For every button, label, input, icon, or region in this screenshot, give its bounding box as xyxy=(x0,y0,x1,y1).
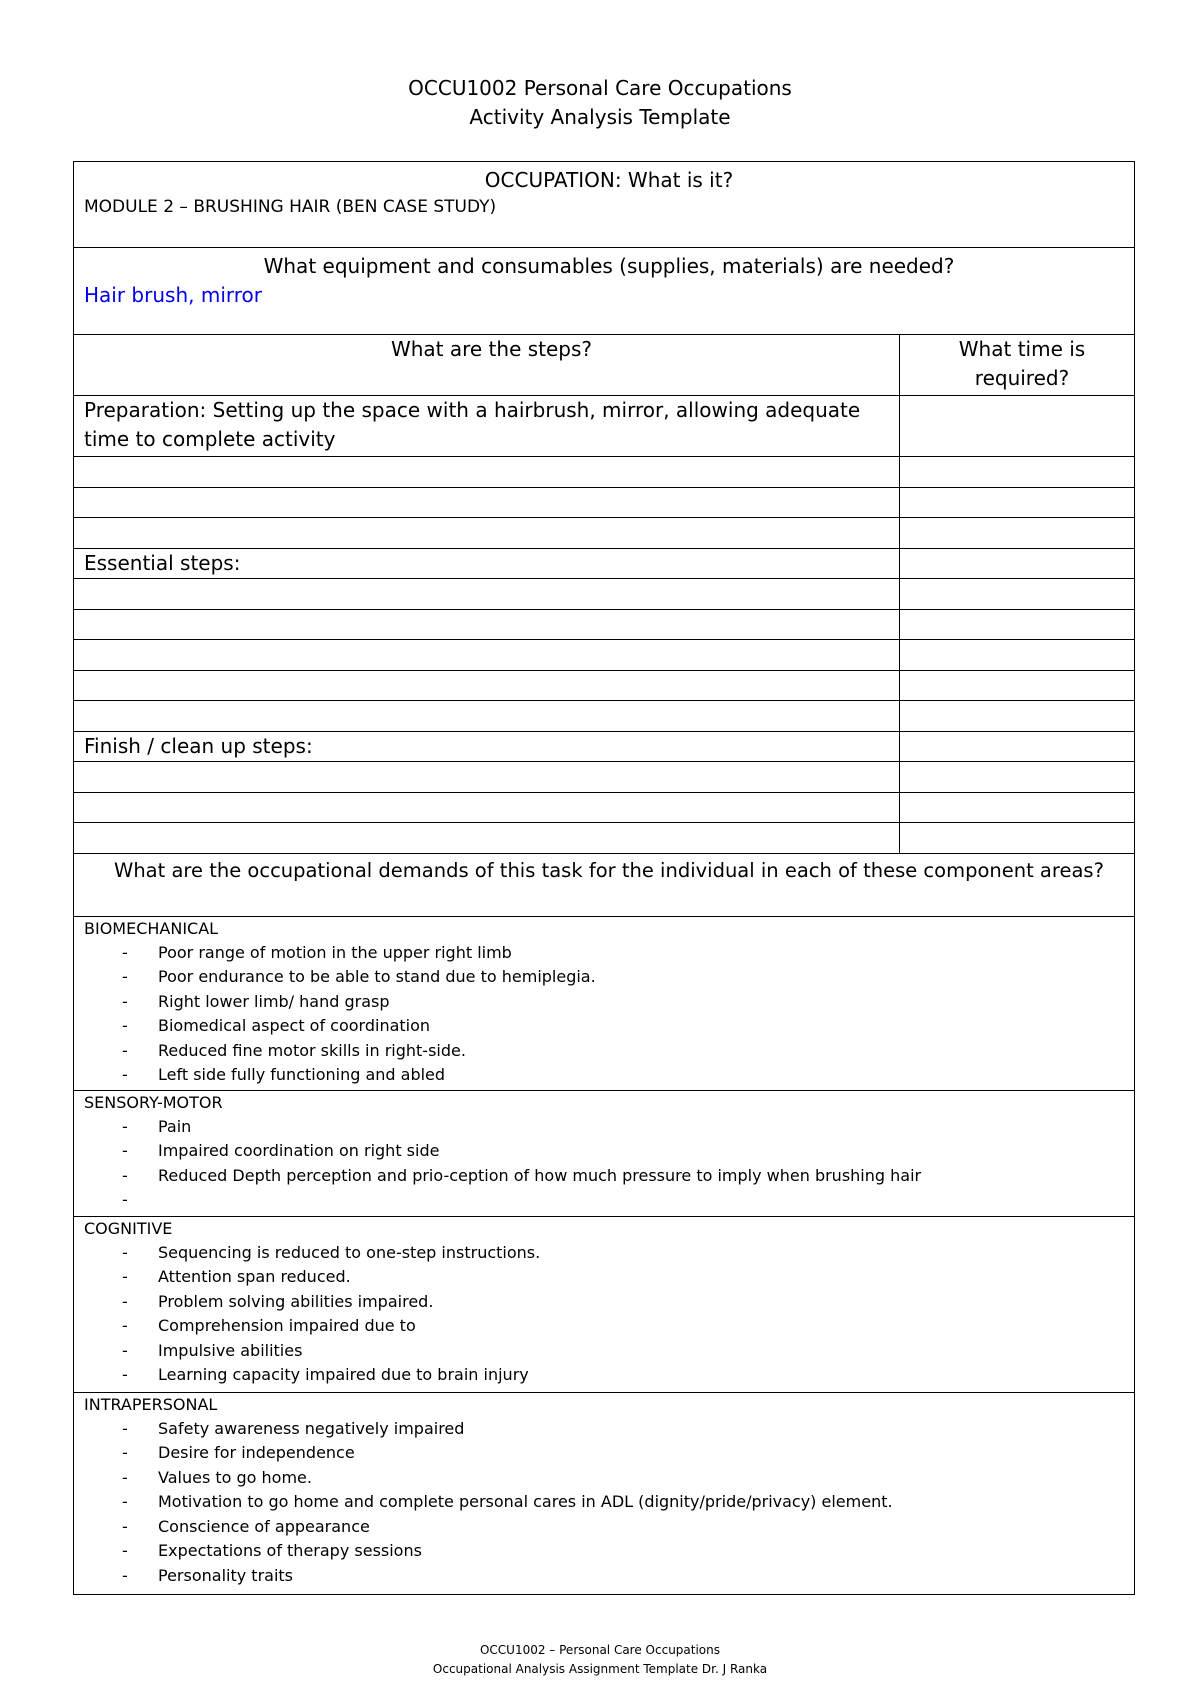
list-item: - Values to go home. xyxy=(122,1466,1134,1491)
equipment-heading: What equipment and consumables (supplies, materials) are needed? xyxy=(263,254,955,278)
list-item: - Conscience of appearance xyxy=(122,1515,1134,1540)
list-item: - Attention span reduced. xyxy=(122,1265,1134,1290)
step-cell xyxy=(74,579,900,610)
step-cell xyxy=(74,640,900,671)
footer-line-2: Occupational Analysis Assignment Template Dr. J Ranka xyxy=(432,1662,768,1676)
step-cell xyxy=(74,823,900,854)
step-cell xyxy=(74,609,900,640)
equipment-row xyxy=(74,248,1135,335)
finish-steps-label: Finish / clean up steps: xyxy=(74,731,900,762)
list-item: - Learning capacity impaired due to brain injury xyxy=(122,1363,1134,1388)
intrapersonal-list xyxy=(84,1417,1134,1589)
list-item: - Comprehension impaired due to xyxy=(122,1314,1134,1339)
list-item: - Poor endurance to be able to stand due to hemiplegia. xyxy=(122,965,1134,990)
time-cell xyxy=(900,640,1135,671)
list-item: - Impaired coordination on right side xyxy=(122,1139,1134,1164)
document-subtitle: Activity Analysis Template xyxy=(469,105,731,129)
demands-heading: What are the occupational demands of this task for the individual in each of these component areas? xyxy=(74,853,1135,916)
list-item: - Personality traits xyxy=(122,1564,1134,1589)
essential-row xyxy=(74,548,1135,579)
blank-step-row xyxy=(74,609,1135,640)
occupation-heading: OCCUPATION: What is it? xyxy=(484,168,734,192)
sensory-motor-row xyxy=(74,1090,1135,1216)
blank-step-row xyxy=(74,487,1135,518)
blank-step-row xyxy=(74,762,1135,793)
step-cell xyxy=(74,518,900,549)
steps-heading: What are the steps? xyxy=(74,335,900,396)
step-cell xyxy=(74,487,900,518)
list-item: - Right lower limb/ hand grasp xyxy=(122,990,1134,1015)
blank-step-row xyxy=(74,792,1135,823)
time-heading: What time is required? xyxy=(900,335,1135,396)
document-title: OCCU1002 Personal Care Occupations xyxy=(408,76,792,100)
time-cell xyxy=(900,701,1135,732)
list-item: - Reduced Depth perception and prio-ception of how much pressure to imply when brushing hair xyxy=(122,1164,1134,1189)
equipment-value: Hair brush, mirror xyxy=(84,283,262,307)
biomechanical-row xyxy=(74,916,1135,1090)
step-cell xyxy=(74,457,900,488)
time-cell xyxy=(900,548,1135,579)
list-item xyxy=(122,1188,1134,1213)
sensory-motor-list xyxy=(84,1115,1134,1213)
list-item: - Biomedical aspect of coordination xyxy=(122,1014,1134,1039)
list-item: - Safety awareness negatively impaired xyxy=(122,1417,1134,1442)
blank-step-row xyxy=(74,670,1135,701)
list-item: - Motivation to go home and complete personal cares in ADL (dignity/pride/privacy) element. xyxy=(122,1490,1134,1515)
blank-step-row xyxy=(74,579,1135,610)
intrapersonal-row xyxy=(74,1392,1135,1594)
step-cell xyxy=(74,762,900,793)
time-cell xyxy=(900,396,1135,457)
blank-step-row xyxy=(74,823,1135,854)
time-cell xyxy=(900,762,1135,793)
list-item: - Problem solving abilities impaired. xyxy=(122,1290,1134,1315)
footer-line-1: OCCU1002 – Personal Care Occupations xyxy=(479,1643,721,1657)
biomechanical-list xyxy=(84,941,1134,1089)
steps-header-row xyxy=(74,335,1135,396)
time-cell xyxy=(900,823,1135,854)
list-item: - Impulsive abilities xyxy=(122,1339,1134,1364)
preparation-step: Preparation: Setting up the space with a hairbrush, mirror, allowing adequate time to complete activity xyxy=(74,396,900,457)
cognitive-title: COGNITIVE xyxy=(84,1218,173,1238)
time-cell xyxy=(900,609,1135,640)
time-cell xyxy=(900,670,1135,701)
time-cell xyxy=(900,518,1135,549)
step-cell xyxy=(74,701,900,732)
blank-step-row xyxy=(74,457,1135,488)
biomechanical-title: BIOMECHANICAL xyxy=(84,918,219,938)
list-item: - Desire for independence xyxy=(122,1441,1134,1466)
step-cell xyxy=(74,670,900,701)
occupation-value: MODULE 2 – BRUSHING HAIR (BEN CASE STUDY) xyxy=(84,197,497,217)
demands-header-row xyxy=(74,853,1135,916)
list-item: - Poor range of motion in the upper right limb xyxy=(122,941,1134,966)
occupation-row xyxy=(74,162,1135,248)
time-cell xyxy=(900,487,1135,518)
list-item: - Expectations of therapy sessions xyxy=(122,1539,1134,1564)
cognitive-row xyxy=(74,1216,1135,1392)
activity-analysis-table xyxy=(73,161,1135,1595)
sensory-motor-title: SENSORY-MOTOR xyxy=(84,1092,223,1112)
preparation-row xyxy=(74,396,1135,457)
list-item: - Pain xyxy=(122,1115,1134,1140)
finish-row xyxy=(74,731,1135,762)
blank-step-row xyxy=(74,518,1135,549)
blank-step-row xyxy=(74,701,1135,732)
list-item: - Reduced fine motor skills in right-side. xyxy=(122,1039,1134,1064)
list-item: - Left side fully functioning and abled xyxy=(122,1063,1134,1088)
intrapersonal-title: INTRAPERSONAL xyxy=(84,1394,218,1414)
step-cell xyxy=(74,792,900,823)
time-cell xyxy=(900,579,1135,610)
cognitive-list xyxy=(84,1241,1134,1389)
time-cell xyxy=(900,792,1135,823)
blank-step-row xyxy=(74,640,1135,671)
time-cell xyxy=(900,731,1135,762)
time-cell xyxy=(900,457,1135,488)
essential-steps-label: Essential steps: xyxy=(74,548,900,579)
list-item: - Sequencing is reduced to one-step instructions. xyxy=(122,1241,1134,1266)
